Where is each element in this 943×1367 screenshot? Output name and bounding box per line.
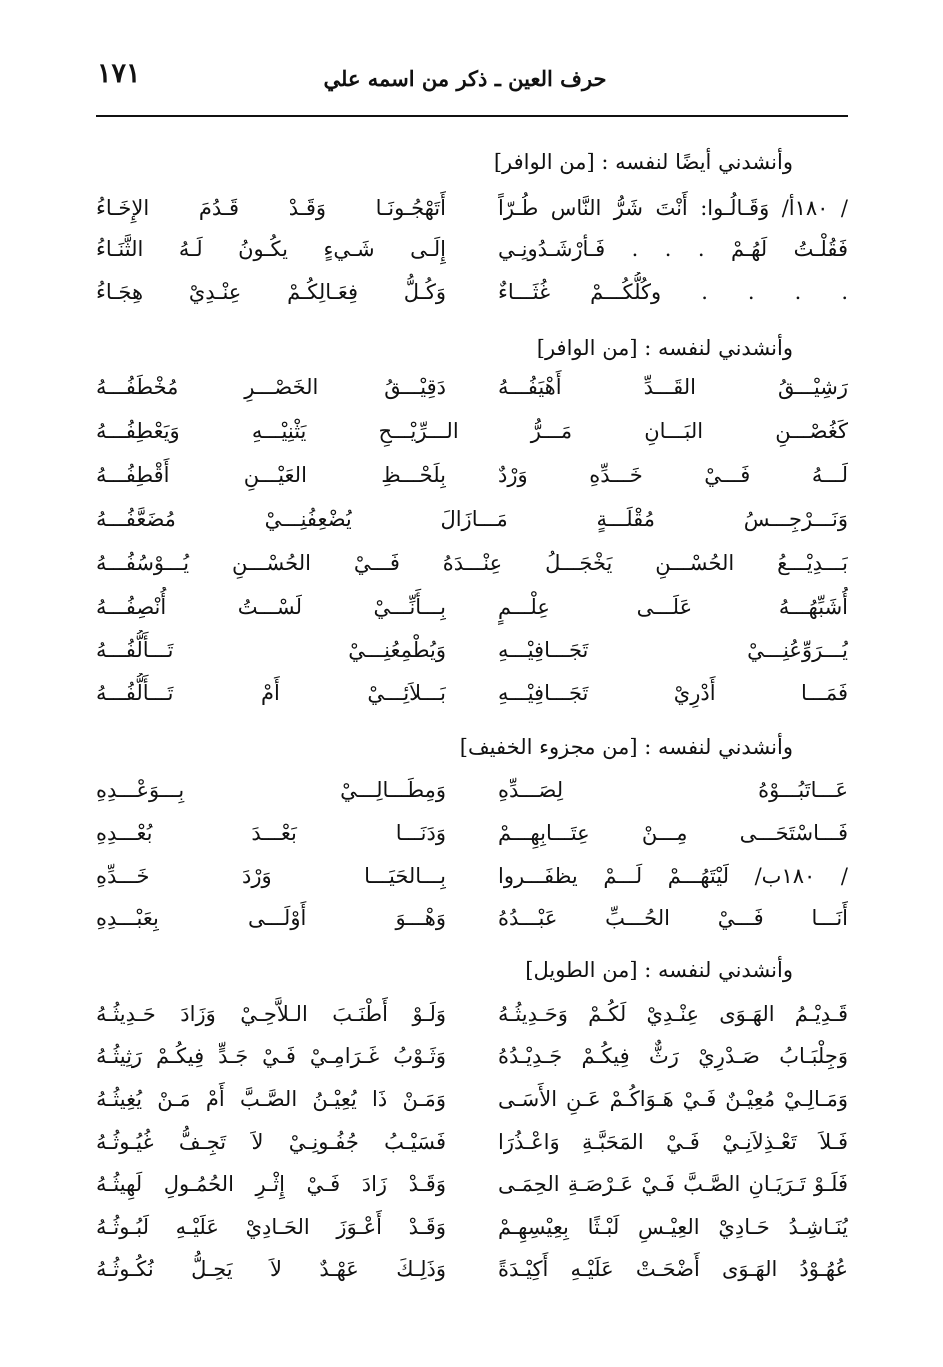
hemistich-first: وَجِلْبَـابُ صَـدْرِيْ رَثٌّ فِيكُـمْ جَـدِيْـدُهُ (498, 1044, 848, 1068)
hemistich-first: يُنَـاشِـدُ حَـادِيْ العِيْـسِ لَبْـثًا بِعِيْسِهِـمْ (498, 1215, 848, 1239)
verse-line (96, 673, 848, 713)
section-intro: وأنشدني أيضًا لنفسه : [من الوافر] (493, 150, 793, 174)
verse-line (96, 630, 848, 670)
hemistich-second: بِلَحْـــظِ العَيْـــنِ أَقْطِفُـــهُ (96, 463, 446, 487)
hemistich-second: فَسَيْـبُ جُفُـونِـيْ لاَ تَجِـفُّ غُيُـوثُـهُ (96, 1130, 446, 1154)
hemistich-first: أُشَبِّهُـــهُ عَلَـــى عِلْـــمٍ (498, 595, 848, 619)
hemistich-second: وَلَـوْ أَطْنَـبَ الـلاَّحِـيْ وَزَادَ حَـدِيثُـهُ (96, 1002, 446, 1026)
running-header-title: حرف العين ـ ذكر من اسمه علي (323, 66, 607, 91)
verse-line (96, 587, 848, 627)
verse-line (96, 1079, 848, 1119)
hemistich-second: وَذَلِـكَ عَهْـدٌ لاَ يَحِـلُّ نُكُـوثُـهُ (96, 1257, 446, 1281)
hemistich-second: بِـــالحَيَـــا وَرْدَ خَـــدِّهِ (96, 864, 446, 888)
hemistich-second: بِـــأَنِّـــيْ لَسْـــتُ أُنْصِفُـــهُ (96, 595, 446, 619)
hemistich-second: وَقَـدْ زَادَ فَـيْ إِثْـرِ الحُمُـولِ لَهِيثُـهُ (96, 1172, 446, 1196)
verse-line (96, 994, 848, 1034)
verse-line (96, 455, 848, 495)
section-intro: وأنشدني لنفسه : [من الوافر] (536, 336, 793, 360)
hemistich-first: يُـــرَوِّعُنِـــيْ تَجَـــافِيْـــهِ (498, 638, 848, 662)
verse-line (96, 813, 848, 853)
hemistich-first: رَشِيْـــقُ القَـــدِّ أَهْيَفُـــهُ (498, 375, 848, 399)
hemistich-first: لَـــهُ فَـــيْ خَـــدِّهِ وَرْدٌ (498, 463, 848, 487)
hemistich-first: فَـــاسْتَحَـــى مِـــنْ عِتَـــابِهِـــمْ (498, 821, 848, 845)
verse-line (96, 1122, 848, 1162)
verse-line (96, 411, 848, 451)
verse-line (96, 898, 848, 938)
verse-line (96, 367, 848, 407)
hemistich-second: وَمَـنْ ذَا يُعِيْـنُ الصَّـبَّ أَمْ مَـنْ يُغِيثُـهُ (96, 1087, 446, 1111)
hemistich-second: دَقِيْـــقُ الخَصْـــرِ مُخْطَفُـــهُ (96, 375, 446, 399)
verse-line (96, 543, 848, 583)
hemistich-first: فَـلاَ تَعْـذِلاَنِـيْ فَـيْ المَحَبَّـةِ وَاعْـذُرَا (498, 1130, 848, 1154)
hemistich-second: إِلَـى شَـيءٍ يكُـونُ لَـهُ الثَّنَـاءُ (96, 237, 446, 261)
verse-line (96, 1249, 848, 1289)
hemistich-first: . . . . وكُلُّكُـــمْ غُثَـــاءٌ (498, 280, 848, 304)
hemistich-first: / ١٨٠أ/ وَقَـالُـوا: أَنْتَ شَرُّ النَّاس طُـرّاً (498, 196, 848, 220)
hemistich-first: عُهُـوْدُ الهَـوَى أَضْحَـتْ عَلَيْـهِ أَكِيْـدَةً (498, 1257, 848, 1281)
verse-line (96, 1164, 848, 1204)
hemistich-second: وَيُطْمِعُنِـــيْ تَـــأَلُّفُـــهُ (96, 638, 446, 662)
hemistich-second: بَـــلاَئِـــيْ أَمْ تَـــأَلُّفُـــهُ (96, 681, 446, 705)
hemistich-first: فَلَـوْ تَـرَيَـانِ الصَّـبَّ فَـيْ عَـرْصَـةِ الحِمَـى (498, 1172, 848, 1196)
verse-line (96, 1036, 848, 1076)
hemistich-first: وَمَـالِـيْ مُعِيْـنٌ فَـيْ هَـوَاكُـمْ عَـنِ الأَسَـى (498, 1087, 848, 1111)
hemistich-first: فَقُلْـتُ لَهُـمْ . . . فَـأرْشَـدُونِـي (498, 237, 848, 261)
hemistich-first: أَنَـــا فَـــيْ الحُـــبِّ عَبْـــدُهُ (498, 906, 848, 930)
hemistich-first: فَمَـــا أَدْرِيْ تَجَـــافِيْـــهِ (498, 681, 848, 705)
hemistich-second: وَثَـوْبُ غَـرَامِـيْ فَـيْ جَـدٍّ فِيكُـمْ رَثِيثُـهُ (96, 1044, 446, 1068)
verse-line (96, 188, 848, 228)
header-divider (96, 115, 848, 117)
verse-line (96, 1207, 848, 1247)
hemistich-first: قَـدِيْـمُ الهَـوَى عِنْـدِيْ لَكُـمْ وَحَـدِيثُـهُ (498, 1002, 848, 1026)
section-intro: وأنشدني لنفسه : [من الطويل] (525, 958, 793, 982)
verse-line (96, 229, 848, 269)
hemistich-first: عَـــاتَبُـــوْهُ لِصَـــدِّهِ (498, 778, 848, 802)
page-number: ١٧١ (97, 58, 141, 89)
hemistich-second: وَدَنَـــا بَعْـــدَ بُعْـــدِهِ (96, 821, 446, 845)
verse-line (96, 272, 848, 312)
hemistich-first: بَـــدِيْـــعُ الحُسْـــنِ يَخْجَـــلُ عِنْـــدَهُ فَـــيْ الحُسْـــنِ يُـــوْسُفُـــهُ (96, 551, 848, 575)
verse-line (96, 770, 848, 810)
verse-line (96, 856, 848, 896)
hemistich-second: وَمِطَـــالِـــيْ بِـــوَعْـــدِهِ (96, 778, 446, 802)
verse-line (96, 499, 848, 539)
hemistich-second: وَهْـــوَ أَوْلَـــى بِعَبْـــدِهِ (96, 906, 446, 930)
hemistich-first: / ١٨٠ب/ لَيْتَهُـــمْ لَـــمْ يظفَـــروا (498, 864, 848, 888)
hemistich-second: وَكُـلُّ فِعَـالِكُـمْ عِنْـدِيْ هِجَـاءُ (96, 280, 446, 304)
hemistich-second: وَقَـدْ أَعْـوَزَ الحَـادِيْ عَلَيْـهِ لَبُـوثُـهُ (96, 1215, 446, 1239)
hemistich-second: أَتَهْجُـونَـا وَقَـدْ قَـدُمَ الإِخَـاءُ (96, 196, 446, 220)
hemistich-first: وَنَـــرْجِـــسُ مُقْلَـــةٍ مَـــازَالَ يُضْعِفُنِـــيْ مُضَعَّفُـــهُ (96, 507, 848, 531)
hemistich-first: كَغُصْـــنِ البَـــانِ مَـــرُّ الـــرِّيْـــحِ يَثْنِيْـــهِ وَيَعْطِفُـــهُ (96, 419, 848, 443)
section-intro: وأنشدني لنفسه : [من مجزوء الخفيف] (459, 735, 793, 759)
